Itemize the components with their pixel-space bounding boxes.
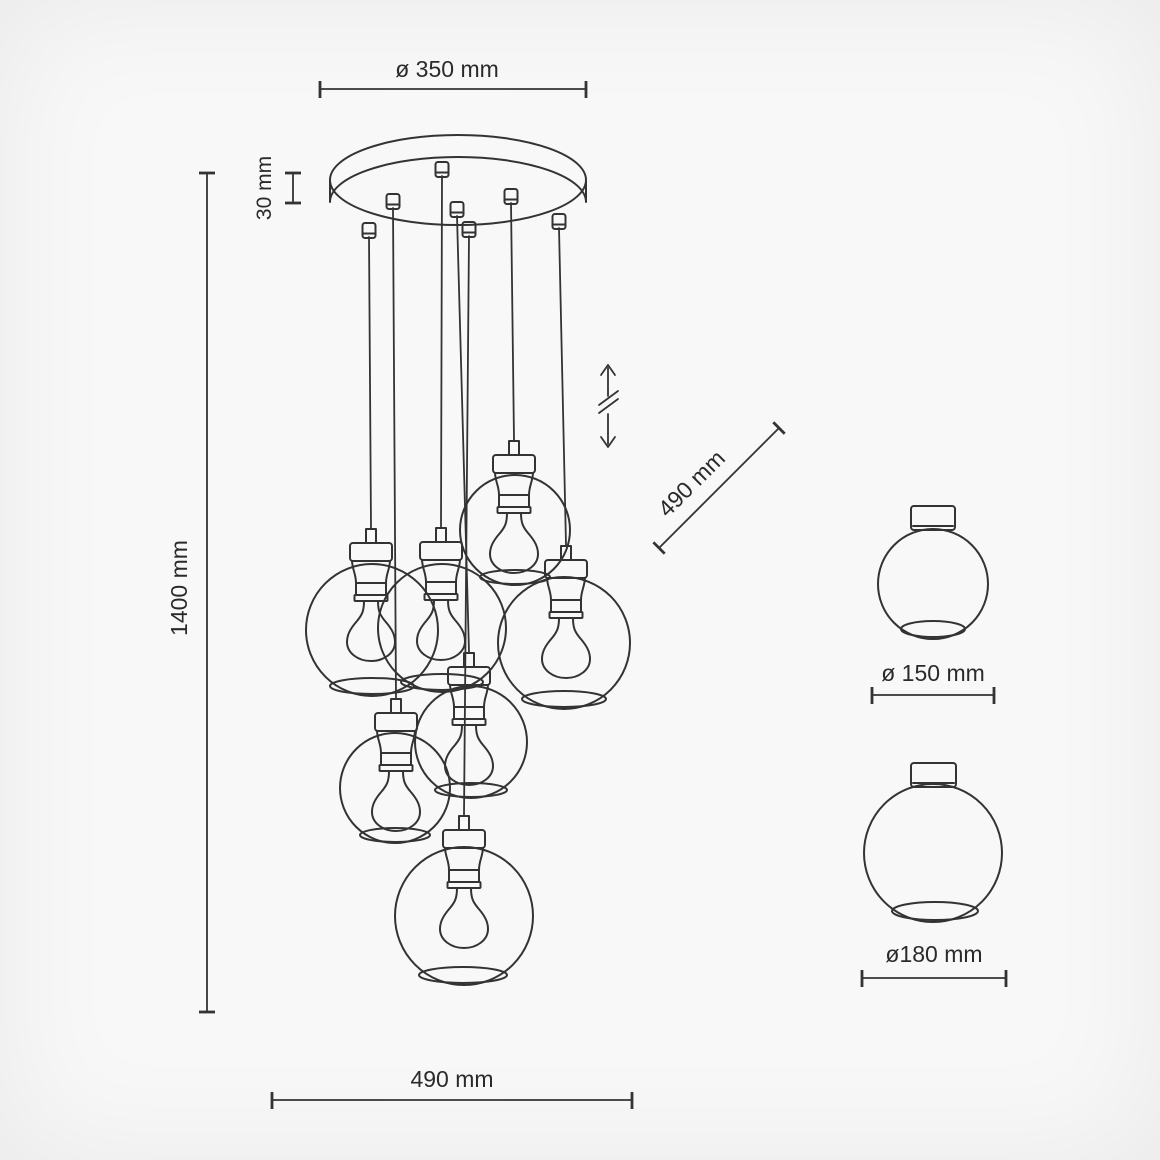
canopy-diameter-label: ø 350 mm [395, 56, 499, 82]
large-shade-diameter-label: ø180 mm [885, 941, 983, 967]
glass-globe [460, 475, 570, 585]
pendant-2 [306, 529, 438, 696]
globe-opening [901, 621, 965, 637]
dimension-fixture-height [166, 173, 215, 1012]
globe-opening [892, 902, 978, 920]
cord-line [511, 203, 514, 440]
detail-large-globe [862, 763, 1006, 987]
height-adjustable-arrow [599, 365, 618, 447]
globe-opening [522, 691, 606, 707]
globe-opening [419, 967, 507, 983]
fixture-height-label: 1400 mm [166, 540, 192, 636]
glass-globe [395, 847, 533, 985]
cord-grip [387, 194, 400, 209]
detail-small-globe [872, 506, 994, 704]
dimension-cable-length [653, 422, 785, 553]
cord-grip [553, 214, 566, 229]
glass-globe [498, 577, 630, 709]
cable-length-label: 490 mm [652, 444, 731, 522]
cord-grip [363, 223, 376, 238]
glass-globe [340, 733, 450, 843]
cord-line [393, 208, 396, 698]
canopy-rim [330, 157, 586, 202]
glass-globe [415, 686, 527, 798]
pendant-cluster [306, 441, 630, 985]
dimension-canopy-diameter [320, 56, 586, 98]
cord-line [441, 176, 442, 527]
dimension-canopy-height [253, 156, 301, 220]
pendant-6 [340, 699, 450, 843]
break-slash [599, 399, 618, 413]
cord-grip [451, 202, 464, 217]
cluster-diameter-label: 490 mm [410, 1066, 494, 1092]
small-shade-diameter-label: ø 150 mm [881, 660, 985, 686]
cord-grip [505, 189, 518, 204]
glass-globe [878, 529, 988, 639]
dimension-cluster-diameter [272, 1066, 632, 1109]
cord-grip [436, 162, 449, 177]
pendant-1 [460, 441, 570, 585]
canopy-height-label: 30 mm [253, 155, 276, 221]
cord-line [369, 237, 371, 528]
glass-globe [378, 564, 506, 692]
